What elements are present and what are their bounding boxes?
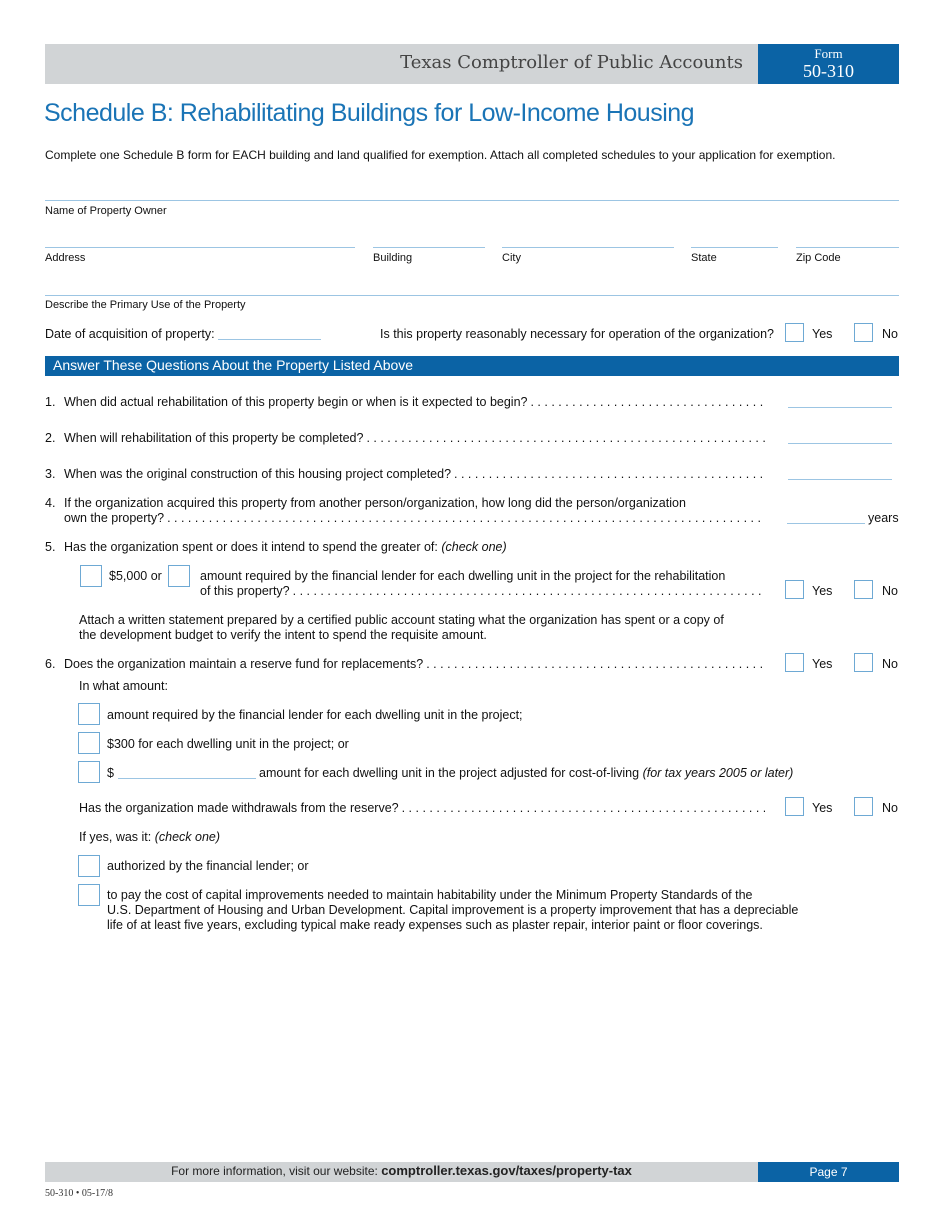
q6-opt3-label: amount for each dwelling unit in the project adjusted for cost-of-living bbox=[259, 766, 640, 780]
necessary-question: Is this property reasonably necessary for operation of the organization? bbox=[380, 327, 774, 341]
owner-name-field[interactable] bbox=[45, 200, 899, 201]
w-opt2-checkbox[interactable] bbox=[78, 884, 100, 906]
q1-answer-field[interactable] bbox=[788, 407, 892, 408]
w-opt2-line1: to pay the cost of capital improvements needed to maintain habitability under the Minimum Property Standards of the bbox=[107, 888, 753, 902]
question-3 bbox=[45, 467, 765, 481]
q2-text: When will rehabilitation of this property be completed? bbox=[64, 431, 364, 445]
q5-question: Has the organization spent or does it intend to spend the greater of: bbox=[64, 540, 438, 554]
form-number: 50-310 bbox=[803, 61, 854, 81]
q5-opt2-line1: amount required by the financial lender for each dwelling unit in the project for the rehabilitation bbox=[200, 569, 726, 583]
question-4-line2 bbox=[64, 511, 765, 525]
if-yes-hint: (check one) bbox=[154, 830, 221, 844]
acquisition-date-field[interactable] bbox=[218, 339, 321, 340]
q4-leader bbox=[167, 511, 765, 525]
zip-label: Zip Code bbox=[796, 252, 841, 264]
q5-lender-checkbox[interactable] bbox=[168, 565, 190, 587]
q2-leader bbox=[366, 431, 765, 445]
q6-amount-label: In what amount: bbox=[79, 679, 168, 693]
q3-number: 3. bbox=[45, 467, 56, 481]
necessary-yes-label: Yes bbox=[812, 327, 833, 341]
city-label: City bbox=[502, 252, 521, 264]
building-label: Building bbox=[373, 252, 413, 264]
intro-text: Complete one Schedule B form for EACH building and land qualified for exemption. Attach all completed schedules to your application for exemption. bbox=[45, 148, 836, 162]
form-number-box bbox=[758, 44, 899, 84]
q4-number: 4. bbox=[45, 496, 56, 510]
q5-opt2-line2-row bbox=[200, 584, 765, 598]
q5-number: 5. bbox=[45, 540, 56, 554]
q5-leader bbox=[293, 584, 765, 598]
q6-text: Does the organization maintain a reserve fund for replacements? bbox=[64, 657, 424, 671]
withdrawals-text: Has the organization made withdrawals from the reserve? bbox=[79, 801, 399, 815]
q5-note-line2: the development budget to verify the intent to spend the requisite amount. bbox=[79, 628, 487, 642]
q6-no-label: No bbox=[882, 657, 898, 671]
owner-name-label: Name of Property Owner bbox=[45, 205, 167, 217]
footer-info-text: For more information, visit our website: bbox=[171, 1164, 378, 1178]
q6-opt1-label: amount required by the financial lender for each dwelling unit in the project; bbox=[107, 708, 523, 722]
building-field[interactable] bbox=[373, 247, 485, 248]
q6-opt2-checkbox[interactable] bbox=[78, 732, 100, 754]
q4-text-line1: If the organization acquired this property from another person/organization, how long did the person/organization bbox=[64, 496, 686, 510]
q6-opt3-checkbox[interactable] bbox=[78, 761, 100, 783]
q2-number: 2. bbox=[45, 431, 56, 445]
question-6 bbox=[45, 657, 765, 671]
q5-opt2-line2: of this property? bbox=[200, 584, 290, 598]
q4-unit: years bbox=[868, 511, 899, 525]
withdrawals-no-checkbox[interactable] bbox=[854, 797, 873, 816]
state-field[interactable] bbox=[691, 247, 778, 248]
q6-yes-label: Yes bbox=[812, 657, 833, 671]
state-label: State bbox=[691, 252, 717, 264]
page-number: Page 7 bbox=[758, 1162, 899, 1182]
page-title: Schedule B: Rehabilitating Buildings for Low-Income Housing bbox=[44, 99, 695, 127]
q2-answer-field[interactable] bbox=[788, 443, 892, 444]
q5-opt1-label: $5,000 or bbox=[109, 569, 162, 583]
withdrawals-yes-label: Yes bbox=[812, 801, 833, 815]
q6-opt3-prefix: $ bbox=[107, 766, 114, 780]
form-label: Form bbox=[814, 46, 843, 61]
q5-note-line1: Attach a written statement prepared by a certified public account stating what the organization has spent or a copy of bbox=[79, 613, 724, 627]
section-band bbox=[45, 356, 899, 376]
q5-text bbox=[64, 540, 507, 554]
footer-info bbox=[45, 1163, 758, 1178]
withdrawals-no-label: No bbox=[882, 801, 898, 815]
agency-name: Texas Comptroller of Public Accounts bbox=[400, 52, 743, 73]
q4-answer-field[interactable] bbox=[787, 523, 865, 524]
primary-use-field[interactable] bbox=[45, 295, 899, 296]
q6-opt3-text bbox=[259, 766, 793, 780]
w-opt1-label: authorized by the financial lender; or bbox=[107, 859, 309, 873]
q3-leader bbox=[454, 467, 765, 481]
q4-text-line2: own the property? bbox=[64, 511, 165, 525]
q6-leader bbox=[426, 657, 765, 671]
q1-number: 1. bbox=[45, 395, 56, 409]
necessary-no-label: No bbox=[882, 327, 898, 341]
q3-text: When was the original construction of this housing project completed? bbox=[64, 467, 452, 481]
question-1 bbox=[45, 395, 765, 409]
form-code: 50-310 • 05-17/8 bbox=[45, 1188, 113, 1199]
q6-yes-checkbox[interactable] bbox=[785, 653, 804, 672]
zip-field[interactable] bbox=[796, 247, 899, 248]
if-yes-text bbox=[79, 830, 220, 844]
q6-opt3-hint: (for tax years 2005 or later) bbox=[642, 766, 794, 780]
q5-no-label: No bbox=[882, 584, 898, 598]
withdrawals-question bbox=[79, 801, 765, 815]
q1-text: When did actual rehabilitation of this property begin or when is it expected to begin? bbox=[64, 395, 528, 409]
city-field[interactable] bbox=[502, 247, 674, 248]
if-yes-label: If yes, was it: bbox=[79, 830, 152, 844]
address-field[interactable] bbox=[45, 247, 355, 248]
w-opt2-line2: U.S. Department of Housing and Urban Development. Capital improvement is a property improvement that has a depreciable bbox=[107, 903, 799, 917]
necessary-no-checkbox[interactable] bbox=[854, 323, 873, 342]
withdrawals-yes-checkbox[interactable] bbox=[785, 797, 804, 816]
address-label: Address bbox=[45, 252, 86, 264]
withdrawals-leader bbox=[402, 801, 765, 815]
footer-website-link[interactable]: comptroller.texas.gov/taxes/property-tax bbox=[381, 1163, 632, 1178]
question-2 bbox=[45, 431, 765, 445]
q5-no-checkbox[interactable] bbox=[854, 580, 873, 599]
q6-opt1-checkbox[interactable] bbox=[78, 703, 100, 725]
q5-5000-checkbox[interactable] bbox=[80, 565, 102, 587]
q6-no-checkbox[interactable] bbox=[854, 653, 873, 672]
q6-opt3-amount-field[interactable] bbox=[118, 778, 256, 779]
q6-opt2-label: $300 for each dwelling unit in the project; or bbox=[107, 737, 349, 751]
w-opt2-line3: life of at least five years, excluding typical make ready expenses such as plaster repair, interior paint or floor coverings. bbox=[107, 918, 763, 932]
section-band-title: Answer These Questions About the Property Listed Above bbox=[53, 357, 414, 373]
acquisition-label: Date of acquisition of property: bbox=[45, 327, 215, 341]
q3-answer-field[interactable] bbox=[788, 479, 892, 480]
w-opt1-checkbox[interactable] bbox=[78, 855, 100, 877]
necessary-yes-checkbox[interactable] bbox=[785, 323, 804, 342]
q1-leader bbox=[530, 395, 765, 409]
q5-hint: (check one) bbox=[441, 540, 507, 554]
q5-yes-label: Yes bbox=[812, 584, 833, 598]
q6-number: 6. bbox=[45, 657, 56, 671]
primary-use-label: Describe the Primary Use of the Property bbox=[45, 299, 246, 311]
q5-yes-checkbox[interactable] bbox=[785, 580, 804, 599]
